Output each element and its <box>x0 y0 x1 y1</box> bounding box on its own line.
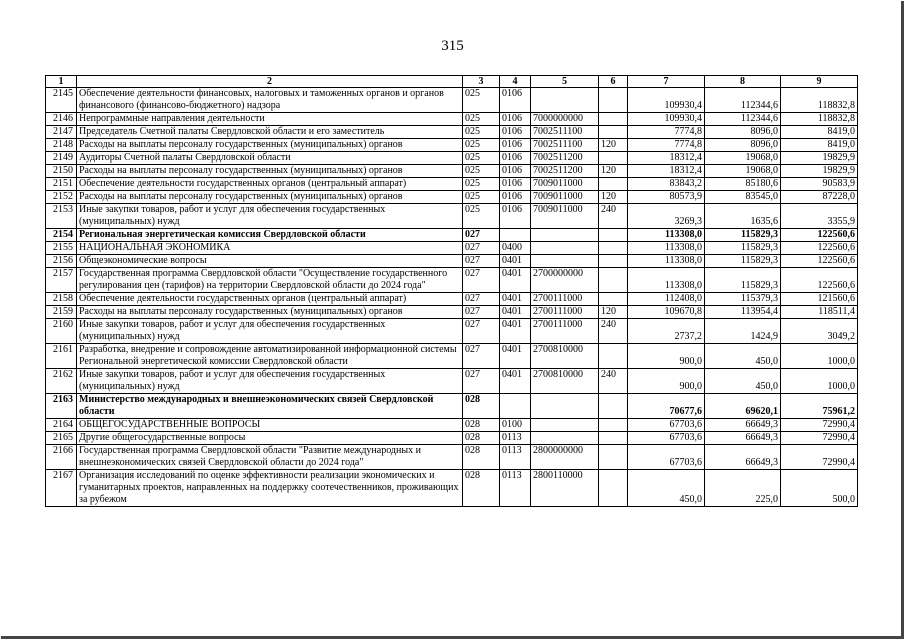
header-cell: 1 <box>46 76 77 88</box>
table-row <box>46 229 858 242</box>
row-name-cell: Иные закупки товаров, работ и услуг для обеспечения государственных (муниципальных) нужд <box>77 204 463 229</box>
row-name-cell: Аудиторы Счетной палаты Свердловской области <box>77 152 463 165</box>
row-number-cell: 2159 <box>46 306 77 319</box>
amount-cell: 113308,0 <box>628 242 705 255</box>
amount-cell: 450,0 <box>628 470 705 507</box>
amount-cell: 67703,6 <box>628 445 705 470</box>
admin-code-cell: 027 <box>463 319 500 344</box>
section-code-cell: 0401 <box>500 268 531 293</box>
amount-cell: 66649,3 <box>705 432 781 445</box>
section-code-cell: 0113 <box>500 470 531 507</box>
header-cell: 5 <box>531 76 599 88</box>
amount-cell: 118832,8 <box>781 88 858 113</box>
admin-code-cell: 028 <box>463 394 500 419</box>
target-code-cell: 7002511100 <box>531 139 599 152</box>
row-name-cell: Иные закупки товаров, работ и услуг для обеспечения государственных (муниципальных) нужд <box>77 369 463 394</box>
admin-code-cell: 025 <box>463 191 500 204</box>
amount-cell: 122560,6 <box>781 255 858 268</box>
section-code-cell: 0106 <box>500 88 531 113</box>
admin-code-cell: 028 <box>463 432 500 445</box>
expense-type-cell <box>599 445 628 470</box>
row-number-cell: 2148 <box>46 139 77 152</box>
target-code-cell: 2700111000 <box>531 319 599 344</box>
expense-type-cell: 120 <box>599 165 628 178</box>
target-code-cell: 7009011000 <box>531 204 599 229</box>
row-name-cell: Расходы на выплаты персоналу государственных (муниципальных) органов <box>77 165 463 178</box>
section-code-cell: 0401 <box>500 293 531 306</box>
amount-cell: 3049,2 <box>781 319 858 344</box>
admin-code-cell: 028 <box>463 445 500 470</box>
row-name-cell: Расходы на выплаты персоналу государственных (муниципальных) органов <box>77 191 463 204</box>
expense-type-cell <box>599 113 628 126</box>
amount-cell: 115829,3 <box>705 268 781 293</box>
amount-cell: 7774,8 <box>628 126 705 139</box>
admin-code-cell: 027 <box>463 229 500 242</box>
amount-cell: 1424,9 <box>705 319 781 344</box>
amount-cell: 83545,0 <box>705 191 781 204</box>
expense-type-cell <box>599 419 628 432</box>
section-code-cell: 0106 <box>500 113 531 126</box>
admin-code-cell: 027 <box>463 255 500 268</box>
admin-code-cell: 027 <box>463 344 500 369</box>
section-code-cell: 0113 <box>500 432 531 445</box>
table-row <box>46 319 858 344</box>
row-number-cell: 2151 <box>46 178 77 191</box>
amount-cell: 122560,6 <box>781 229 858 242</box>
row-number-cell: 2149 <box>46 152 77 165</box>
amount-cell: 1000,0 <box>781 344 858 369</box>
target-code-cell <box>531 419 599 432</box>
amount-cell: 900,0 <box>628 369 705 394</box>
row-number-cell: 2145 <box>46 88 77 113</box>
table-row <box>46 165 858 178</box>
amount-cell: 112344,6 <box>705 113 781 126</box>
table-row <box>46 344 858 369</box>
row-number-cell: 2150 <box>46 165 77 178</box>
section-code-cell: 0100 <box>500 419 531 432</box>
budget-table <box>45 75 858 507</box>
row-number-cell: 2164 <box>46 419 77 432</box>
expense-type-cell <box>599 229 628 242</box>
header-cell: 4 <box>500 76 531 88</box>
table-row <box>46 419 858 432</box>
target-code-cell: 7000000000 <box>531 113 599 126</box>
amount-cell: 1635,6 <box>705 204 781 229</box>
amount-cell: 118832,8 <box>781 113 858 126</box>
expense-type-cell: 240 <box>599 369 628 394</box>
section-code-cell: 0113 <box>500 445 531 470</box>
row-name-cell: Организация исследований по оценке эффективности реализации экономических и гуманитарных проектов, направленных на поддержку соотечественников, проживающих за рубежом <box>77 470 463 507</box>
amount-cell: 122560,6 <box>781 242 858 255</box>
row-number-cell: 2152 <box>46 191 77 204</box>
table-row <box>46 445 858 470</box>
row-number-cell: 2163 <box>46 394 77 419</box>
amount-cell: 109670,8 <box>628 306 705 319</box>
target-code-cell <box>531 242 599 255</box>
target-code-cell: 2800110000 <box>531 470 599 507</box>
expense-type-cell <box>599 242 628 255</box>
amount-cell: 225,0 <box>705 470 781 507</box>
amount-cell: 87228,0 <box>781 191 858 204</box>
table-row <box>46 139 858 152</box>
amount-cell: 72990,4 <box>781 445 858 470</box>
amount-cell: 450,0 <box>705 344 781 369</box>
table-row <box>46 113 858 126</box>
header-cell: 3 <box>463 76 500 88</box>
amount-cell: 75961,2 <box>781 394 858 419</box>
admin-code-cell: 025 <box>463 113 500 126</box>
expense-type-cell: 240 <box>599 319 628 344</box>
target-code-cell: 7002511200 <box>531 152 599 165</box>
row-number-cell: 2147 <box>46 126 77 139</box>
amount-cell: 72990,4 <box>781 432 858 445</box>
table-row <box>46 242 858 255</box>
target-code-cell: 2700000000 <box>531 268 599 293</box>
amount-cell: 72990,4 <box>781 419 858 432</box>
amount-cell: 113308,0 <box>628 268 705 293</box>
table-row <box>46 152 858 165</box>
row-number-cell: 2146 <box>46 113 77 126</box>
header-row <box>46 76 858 88</box>
target-code-cell: 2700810000 <box>531 344 599 369</box>
amount-cell: 122560,6 <box>781 268 858 293</box>
amount-cell: 18312,4 <box>628 165 705 178</box>
target-code-cell: 7002511200 <box>531 165 599 178</box>
amount-cell: 450,0 <box>705 369 781 394</box>
section-code-cell: 0400 <box>500 242 531 255</box>
row-name-cell: Разработка, внедрение и сопровождение автоматизированной информационной системы Региональной энергетической комиссии Свердловской области <box>77 344 463 369</box>
expense-type-cell <box>599 178 628 191</box>
amount-cell: 112408,0 <box>628 293 705 306</box>
amount-cell: 18312,4 <box>628 152 705 165</box>
row-number-cell: 2162 <box>46 369 77 394</box>
section-code-cell: 0106 <box>500 191 531 204</box>
expense-type-cell <box>599 344 628 369</box>
table-row <box>46 88 858 113</box>
table-row <box>46 204 858 229</box>
row-name-cell: Обеспечение деятельности государственных органов (центральный аппарат) <box>77 178 463 191</box>
admin-code-cell: 025 <box>463 88 500 113</box>
amount-cell: 80573,9 <box>628 191 705 204</box>
target-code-cell: 2800000000 <box>531 445 599 470</box>
row-number-cell: 2160 <box>46 319 77 344</box>
admin-code-cell: 027 <box>463 306 500 319</box>
amount-cell: 19068,0 <box>705 165 781 178</box>
row-number-cell: 2154 <box>46 229 77 242</box>
admin-code-cell: 027 <box>463 242 500 255</box>
section-code-cell: 0401 <box>500 344 531 369</box>
section-code-cell: 0106 <box>500 165 531 178</box>
row-name-cell: Расходы на выплаты персоналу государственных (муниципальных) органов <box>77 306 463 319</box>
header-cell: 9 <box>781 76 858 88</box>
expense-type-cell: 240 <box>599 204 628 229</box>
section-code-cell: 0106 <box>500 204 531 229</box>
amount-cell: 69620,1 <box>705 394 781 419</box>
row-number-cell: 2165 <box>46 432 77 445</box>
row-number-cell: 2156 <box>46 255 77 268</box>
amount-cell: 8419,0 <box>781 139 858 152</box>
admin-code-cell: 028 <box>463 470 500 507</box>
row-name-cell: Региональная энергетическая комиссия Свердловской области <box>77 229 463 242</box>
expense-type-cell: 120 <box>599 191 628 204</box>
admin-code-cell: 025 <box>463 204 500 229</box>
amount-cell: 8096,0 <box>705 139 781 152</box>
target-code-cell: 7002511100 <box>531 126 599 139</box>
section-code-cell <box>500 229 531 242</box>
admin-code-cell: 027 <box>463 293 500 306</box>
row-name-cell: Расходы на выплаты персоналу государственных (муниципальных) органов <box>77 139 463 152</box>
amount-cell: 67703,6 <box>628 419 705 432</box>
target-code-cell: 2700111000 <box>531 306 599 319</box>
row-number-cell: 2157 <box>46 268 77 293</box>
row-name-cell: ОБЩЕГОСУДАРСТВЕННЫЕ ВОПРОСЫ <box>77 419 463 432</box>
amount-cell: 109930,4 <box>628 113 705 126</box>
amount-cell: 115829,3 <box>705 242 781 255</box>
section-code-cell: 0106 <box>500 139 531 152</box>
header-cell: 6 <box>599 76 628 88</box>
section-code-cell: 0401 <box>500 306 531 319</box>
amount-cell: 3355,9 <box>781 204 858 229</box>
expense-type-cell <box>599 88 628 113</box>
admin-code-cell: 027 <box>463 268 500 293</box>
expense-type-cell <box>599 470 628 507</box>
admin-code-cell: 027 <box>463 369 500 394</box>
section-code-cell: 0401 <box>500 255 531 268</box>
expense-type-cell <box>599 126 628 139</box>
amount-cell: 83843,2 <box>628 178 705 191</box>
amount-cell: 1000,0 <box>781 369 858 394</box>
row-number-cell: 2167 <box>46 470 77 507</box>
amount-cell: 8419,0 <box>781 126 858 139</box>
row-name-cell: Иные закупки товаров, работ и услуг для обеспечения государственных (муниципальных) нужд <box>77 319 463 344</box>
amount-cell: 115379,3 <box>705 293 781 306</box>
table-body <box>46 88 858 507</box>
admin-code-cell: 025 <box>463 139 500 152</box>
expense-type-cell: 120 <box>599 306 628 319</box>
section-code-cell: 0401 <box>500 319 531 344</box>
amount-cell: 19829,9 <box>781 152 858 165</box>
row-name-cell: Обеспечение деятельности финансовых, налоговых и таможенных органов и органов финансового (финансово-бюджетного) надзора <box>77 88 463 113</box>
table-row <box>46 126 858 139</box>
section-code-cell: 0401 <box>500 369 531 394</box>
table-row <box>46 178 858 191</box>
row-name-cell: Непрограммные направления деятельности <box>77 113 463 126</box>
table-row <box>46 432 858 445</box>
section-code-cell <box>500 394 531 419</box>
row-name-cell: Председатель Счетной палаты Свердловской области и его заместитель <box>77 126 463 139</box>
amount-cell: 66649,3 <box>705 445 781 470</box>
page-number: 315 <box>441 38 464 54</box>
row-name-cell: Государственная программа Свердловской области "Развитие международных и внешнеэкономических связей Свердловской области до 2024 года" <box>77 445 463 470</box>
target-code-cell: 2700810000 <box>531 369 599 394</box>
table-row <box>46 268 858 293</box>
amount-cell: 19068,0 <box>705 152 781 165</box>
amount-cell: 109930,4 <box>628 88 705 113</box>
admin-code-cell: 025 <box>463 126 500 139</box>
admin-code-cell: 028 <box>463 419 500 432</box>
header-cell: 2 <box>77 76 463 88</box>
amount-cell: 115829,3 <box>705 229 781 242</box>
target-code-cell <box>531 88 599 113</box>
amount-cell: 3269,3 <box>628 204 705 229</box>
row-name-cell: Обеспечение деятельности государственных органов (центральный аппарат) <box>77 293 463 306</box>
row-number-cell: 2166 <box>46 445 77 470</box>
target-code-cell: 7009011000 <box>531 178 599 191</box>
target-code-cell: 7009011000 <box>531 191 599 204</box>
amount-cell: 900,0 <box>628 344 705 369</box>
section-code-cell: 0106 <box>500 126 531 139</box>
expense-type-cell <box>599 152 628 165</box>
target-code-cell <box>531 394 599 419</box>
target-code-cell: 2700111000 <box>531 293 599 306</box>
table-row <box>46 369 858 394</box>
amount-cell: 118511,4 <box>781 306 858 319</box>
amount-cell: 90583,9 <box>781 178 858 191</box>
amount-cell: 113954,4 <box>705 306 781 319</box>
amount-cell: 66649,3 <box>705 419 781 432</box>
amount-cell: 85180,6 <box>705 178 781 191</box>
admin-code-cell: 025 <box>463 165 500 178</box>
expense-type-cell: 120 <box>599 139 628 152</box>
amount-cell: 2737,2 <box>628 319 705 344</box>
row-name-cell: НАЦИОНАЛЬНАЯ ЭКОНОМИКА <box>77 242 463 255</box>
amount-cell: 115829,3 <box>705 255 781 268</box>
table-row <box>46 255 858 268</box>
expense-type-cell <box>599 394 628 419</box>
amount-cell: 67703,6 <box>628 432 705 445</box>
row-number-cell: 2161 <box>46 344 77 369</box>
amount-cell: 113308,0 <box>628 229 705 242</box>
row-name-cell: Общеэкономические вопросы <box>77 255 463 268</box>
table-row <box>46 293 858 306</box>
section-code-cell: 0106 <box>500 178 531 191</box>
table-row <box>46 191 858 204</box>
amount-cell: 113308,0 <box>628 255 705 268</box>
header-cell: 8 <box>705 76 781 88</box>
target-code-cell <box>531 229 599 242</box>
row-number-cell: 2158 <box>46 293 77 306</box>
target-code-cell <box>531 255 599 268</box>
expense-type-cell <box>599 293 628 306</box>
table-row <box>46 394 858 419</box>
section-code-cell: 0106 <box>500 152 531 165</box>
amount-cell: 7774,8 <box>628 139 705 152</box>
header-cell: 7 <box>628 76 705 88</box>
amount-cell: 19829,9 <box>781 165 858 178</box>
admin-code-cell: 025 <box>463 178 500 191</box>
amount-cell: 121560,6 <box>781 293 858 306</box>
row-name-cell: Государственная программа Свердловской области "Осуществление государственного регулирования цен (тарифов) на территории Свердловской области до 2024 года" <box>77 268 463 293</box>
expense-type-cell <box>599 432 628 445</box>
row-number-cell: 2153 <box>46 204 77 229</box>
row-number-cell: 2155 <box>46 242 77 255</box>
amount-cell: 8096,0 <box>705 126 781 139</box>
expense-type-cell <box>599 268 628 293</box>
admin-code-cell: 025 <box>463 152 500 165</box>
amount-cell: 500,0 <box>781 470 858 507</box>
target-code-cell <box>531 432 599 445</box>
expense-type-cell <box>599 255 628 268</box>
amount-cell: 112344,6 <box>705 88 781 113</box>
table-row <box>46 306 858 319</box>
row-name-cell: Министерство международных и внешнеэкономических связей Свердловской области <box>77 394 463 419</box>
table-row <box>46 470 858 507</box>
amount-cell: 70677,6 <box>628 394 705 419</box>
row-name-cell: Другие общегосударственные вопросы <box>77 432 463 445</box>
